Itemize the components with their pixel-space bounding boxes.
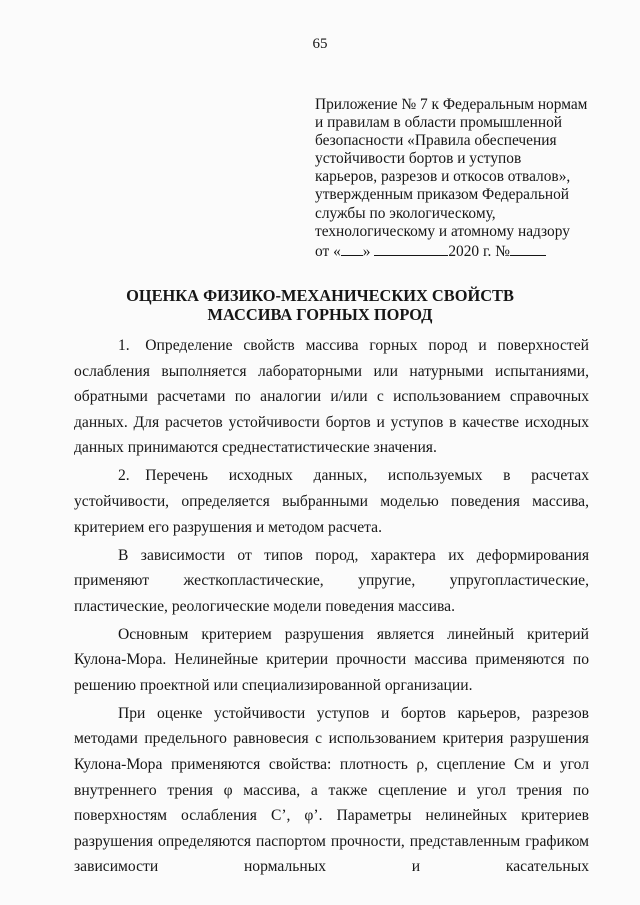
appendix-date-line	[315, 241, 595, 261]
appendix-line: утвержденным приказом Федеральной	[315, 186, 570, 204]
page-number: 65	[312, 36, 328, 52]
year-text: 2020 г. №	[448, 242, 510, 260]
date-prefix: от «	[315, 242, 341, 260]
appendix-line: карьеров, разрезов и откосов отвалов»,	[315, 168, 571, 186]
appendix-line: безопасности «Правила обеспечения	[315, 132, 557, 150]
paragraph-4: Основным критерием разрушения является линейный критерий Кулона-Мора. Нелинейные критерии прочности массива применяются по решению проектной или специализированной организации.	[74, 625, 589, 694]
appendix-reference	[315, 96, 595, 261]
appendix-line: службы по экологическому,	[315, 204, 496, 222]
day-blank	[341, 241, 363, 256]
appendix-line: и правилам в области промышленной	[315, 114, 563, 132]
appendix-line: Приложение № 7 к Федеральным нормам	[315, 96, 588, 113]
appendix-line: технологическому и атомному надзору	[315, 222, 570, 240]
paragraph-3: В зависимости от типов пород, характера их деформирования применяют жесткопластические, упругие, упругопластические, пластические, реологические модели поведения массива.	[74, 546, 589, 615]
title-line-1: ОЦЕНКА ФИЗИКО-МЕХАНИЧЕСКИХ СВОЙСТВ	[126, 286, 514, 305]
paragraph-5: При оценке устойчивости уступов и бортов карьеров, разрезов методами предельного равновесия с использованием критерия разрушения Кулона-Мора применяются свойства: плотность ρ, сцепление Cм и угол внутреннего трения φ массива, а также сцепление и угол трения по поверхностям ослабления C’, φ’. Параметры нелинейных критериев разрушения определяются паспортом прочности, представленным графиком зависимости нормальных и касательных	[74, 704, 589, 876]
appendix-line: устойчивости бортов и уступов	[315, 150, 522, 168]
title-line-2: МАССИВА ГОРНЫХ ПОРОД	[207, 305, 433, 324]
date-quote-close: »	[362, 242, 371, 260]
order-number-blank	[510, 241, 546, 256]
paragraph-2: 2. Перечень исходных данных, используемых в расчетах устойчивости, определяется выбранными моделью поведения массива, критерием его разрушения и методом расчета.	[74, 467, 589, 536]
paragraph-1: 1. Определение свойств массива горных пород и поверхностей ослабления выполняется лабораторными или натурными испытаниями, обратными расчетами по аналогии и/или с использованием справочных данных. Для расчетов устойчивости бортов и уступов в качестве исходных данных принимаются среднестатистические значения.	[74, 337, 589, 457]
document-body	[74, 333, 589, 882]
month-blank	[374, 241, 448, 256]
document-title	[60, 286, 580, 324]
